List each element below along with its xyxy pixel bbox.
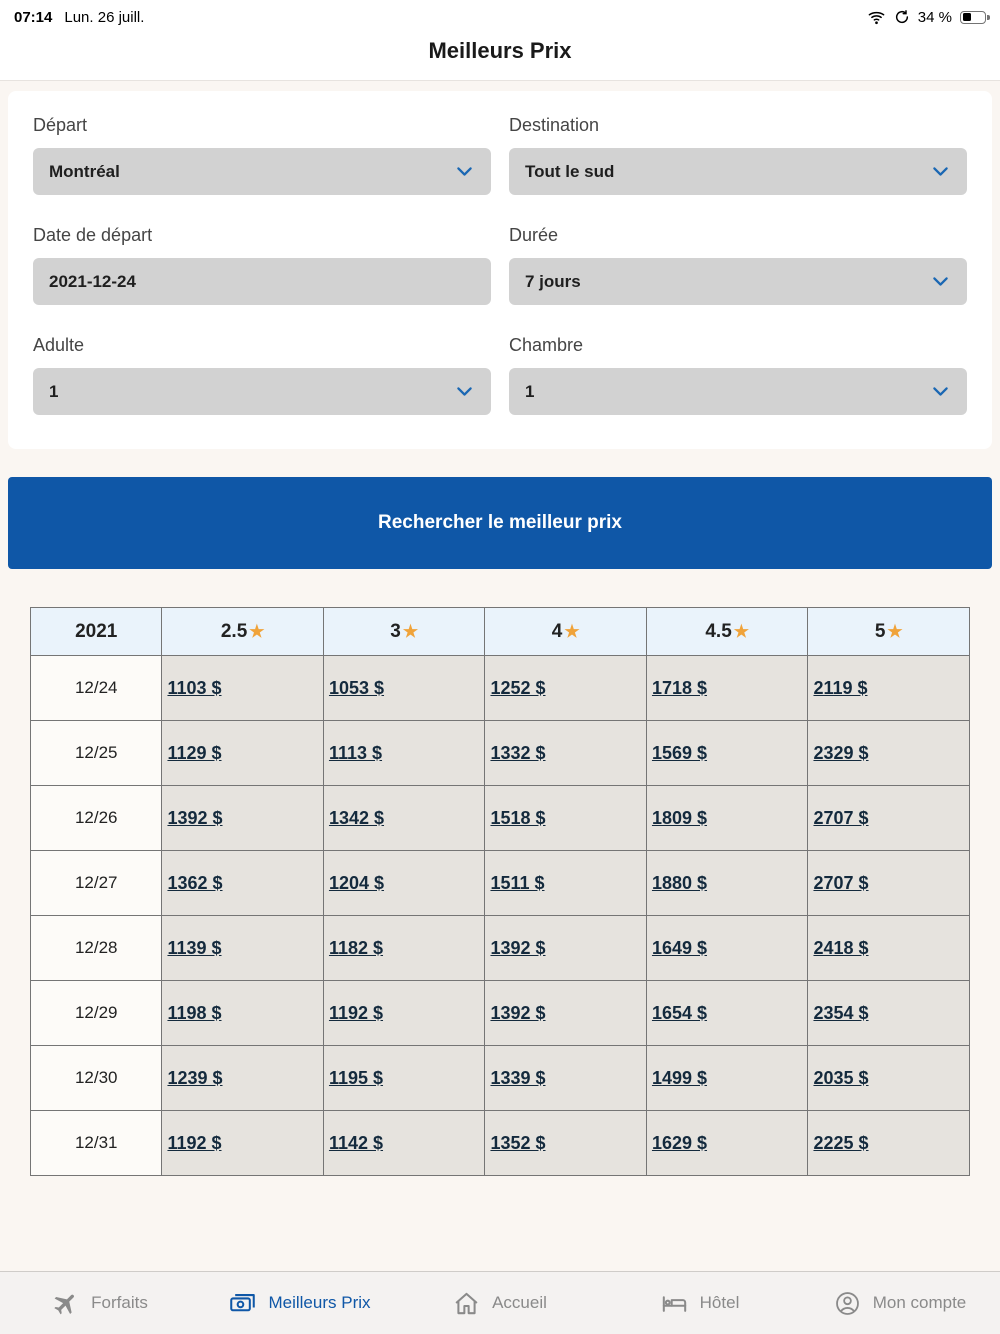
field-label-destination: Destination [509,115,600,135]
table-header-4.5-stars: 4.5 ★ [646,608,808,656]
table-row [31,916,970,981]
duree-select[interactable] [509,258,967,305]
tab-label: Forfaits [91,1293,148,1312]
date-cell: 12/30 [31,1046,162,1111]
date-cell: 12/24 [31,656,162,721]
price-cell [162,851,324,916]
status-bar [0,0,1000,30]
price-link[interactable]: 2329 $ [813,742,869,763]
price-link[interactable]: 2354 $ [813,1002,869,1023]
price-cell [646,721,808,786]
status-date: Lun. 26 juill. [64,8,145,26]
field-destination [509,103,967,195]
price-cell [162,721,324,786]
field-chambre [509,323,967,415]
chambre-value: 1 [525,381,535,401]
battery-icon [960,11,986,24]
price-link[interactable]: 2225 $ [813,1132,869,1153]
field-label-duree: Durée [509,225,559,245]
tab-forfaits[interactable] [0,1290,200,1317]
tab-bar [0,1271,1000,1334]
star-icon: ★ [402,621,419,641]
field-label-chambre: Chambre [509,335,584,355]
price-link[interactable]: 1195 $ [328,1067,384,1088]
table-header-3-stars: 3 ★ [323,608,485,656]
date-cell: 12/28 [31,916,162,981]
chambre-select[interactable] [509,368,967,415]
price-cell [485,656,647,721]
destination-value: Tout le sud [525,161,615,181]
price-cell [646,786,808,851]
wifi-icon [867,10,886,25]
field-date-depart [33,213,491,305]
price-cell [485,786,647,851]
price-link[interactable]: 2119 $ [813,677,868,698]
status-right [867,9,986,26]
date-cell: 12/29 [31,981,162,1046]
price-link[interactable]: 1392 $ [167,807,223,828]
table-row [31,656,970,721]
destination-select[interactable] [509,148,967,195]
price-cell [808,981,970,1046]
chevron-down-icon [930,381,951,402]
status-time: 07:14 [14,8,53,26]
price-link[interactable]: 1499 $ [651,1067,708,1088]
table-row [31,1111,970,1176]
rotation-lock-icon [894,9,910,25]
tab-label: Hôtel [699,1293,740,1312]
price-cell [646,851,808,916]
table-row [31,721,970,786]
table-header-4-stars: 4 ★ [485,608,647,656]
person-icon [834,1290,861,1317]
price-cell [485,1111,647,1176]
date-cell: 12/31 [31,1111,162,1176]
price-link[interactable]: 1192 $ [167,1132,222,1153]
date-depart-select[interactable] [33,258,491,305]
table-row [31,851,970,916]
price-link[interactable]: 1649 $ [651,937,708,958]
tab-meilleurs-prix[interactable] [200,1290,400,1317]
price-table [30,607,970,1176]
price-cell [646,1111,808,1176]
price-cell [808,916,970,981]
chevron-down-icon [930,271,951,292]
price-cell [646,981,808,1046]
price-cell [323,656,485,721]
table-header-5-stars: 5 ★ [808,608,970,656]
tab-mon-compte[interactable] [800,1290,1000,1317]
price-cell [162,786,324,851]
price-link[interactable]: 1252 $ [490,677,546,698]
table-row [31,786,970,851]
price-cell [323,916,485,981]
price-link[interactable]: 1142 $ [328,1132,384,1153]
price-cell [323,1111,485,1176]
price-cell [485,1046,647,1111]
price-link[interactable]: 1392 $ [490,937,546,958]
price-link[interactable]: 1342 $ [328,807,385,828]
price-link[interactable]: 2707 $ [813,807,869,828]
price-link[interactable]: 1809 $ [651,807,708,828]
price-link[interactable]: 2418 $ [813,937,869,958]
price-link[interactable]: 1332 $ [490,742,546,763]
price-link[interactable]: 1239 $ [167,1067,223,1088]
table-row [31,981,970,1046]
chevron-down-icon [454,161,475,182]
duree-value: 7 jours [525,271,581,291]
price-cell [808,786,970,851]
price-cell [162,981,324,1046]
price-cell [808,656,970,721]
price-link[interactable]: 1139 $ [167,937,222,958]
bed-icon [661,1290,688,1317]
price-cell [323,981,485,1046]
table-header-2.5-stars: 2.5 ★ [162,608,324,656]
field-depart [33,103,491,195]
tab-accueil[interactable] [400,1290,600,1317]
price-link[interactable]: 2707 $ [813,872,869,893]
tab-label: Meilleurs Prix [268,1293,371,1312]
price-link[interactable]: 1204 $ [328,872,385,893]
price-cell [162,1111,324,1176]
star-icon: ★ [887,621,903,641]
tab-label: Accueil [492,1293,547,1312]
price-link[interactable]: 1392 $ [490,1002,546,1023]
search-form [8,91,992,449]
star-icon: ★ [733,621,750,641]
star-icon: ★ [564,621,580,641]
price-cell [646,916,808,981]
field-label-date-depart: Date de départ [33,225,153,245]
date-cell: 12/25 [31,721,162,786]
battery-fill [963,13,971,21]
price-link[interactable]: 1718 $ [651,677,708,698]
field-label-adulte: Adulte [33,335,85,355]
price-cell [323,1046,485,1111]
price-cell [323,786,485,851]
depart-value: Montréal [49,161,120,181]
price-link[interactable]: 1569 $ [651,742,708,763]
status-left [14,9,144,26]
battery-percent: 34 % [917,8,952,26]
price-link[interactable]: 1129 $ [167,742,222,763]
price-link[interactable]: 1518 $ [490,807,546,828]
table-row [31,1046,970,1111]
airplane-icon [52,1290,79,1317]
banknote-icon [229,1290,256,1317]
price-link[interactable]: 1654 $ [651,1002,708,1023]
price-link[interactable]: 1511 $ [490,872,545,893]
depart-select[interactable] [33,148,491,195]
price-cell [646,1046,808,1111]
price-cell [808,1046,970,1111]
price-link[interactable]: 2035 $ [813,1067,869,1088]
price-cell [485,981,647,1046]
date-depart-value: 2021-12-24 [49,271,136,291]
star-icon: ★ [249,621,265,641]
price-cell [485,916,647,981]
price-link[interactable]: 1053 $ [328,677,385,698]
chevron-down-icon [930,161,951,182]
price-cell [485,851,647,916]
price-cell [646,656,808,721]
price-link[interactable]: 1362 $ [167,872,223,893]
price-cell [808,851,970,916]
tab-hotel[interactable] [600,1290,800,1317]
adulte-value: 1 [49,381,59,401]
table-header-row [31,608,970,656]
price-link[interactable]: 1192 $ [328,1002,384,1023]
field-adulte [33,323,491,415]
price-cell [162,916,324,981]
price-cell [323,851,485,916]
price-cell [808,1111,970,1176]
price-link[interactable]: 1352 $ [490,1132,546,1153]
price-link[interactable]: 1198 $ [167,1002,222,1023]
tab-label: Mon compte [872,1293,967,1312]
price-cell [162,1046,324,1111]
price-cell [485,721,647,786]
price-cell [808,721,970,786]
price-link[interactable]: 1339 $ [490,1067,546,1088]
field-label-depart: Départ [33,115,88,135]
header [0,30,1000,81]
price-link[interactable]: 1103 $ [167,677,222,698]
chevron-down-icon [454,381,475,402]
price-cell [323,721,485,786]
home-icon [453,1290,480,1317]
price-link[interactable]: 1113 $ [328,742,383,763]
search-button[interactable]: Rechercher le meilleur prix [8,477,992,569]
price-link[interactable]: 1629 $ [651,1132,708,1153]
date-cell: 12/26 [31,786,162,851]
price-link[interactable]: 1880 $ [651,872,708,893]
price-cell [162,656,324,721]
field-duree [509,213,967,305]
date-cell: 12/27 [31,851,162,916]
page-title: Meilleurs Prix [428,38,572,63]
price-link[interactable]: 1182 $ [328,937,384,958]
form-grid [33,103,967,433]
adulte-select[interactable] [33,368,491,415]
table-header-year: 2021 [31,608,162,656]
